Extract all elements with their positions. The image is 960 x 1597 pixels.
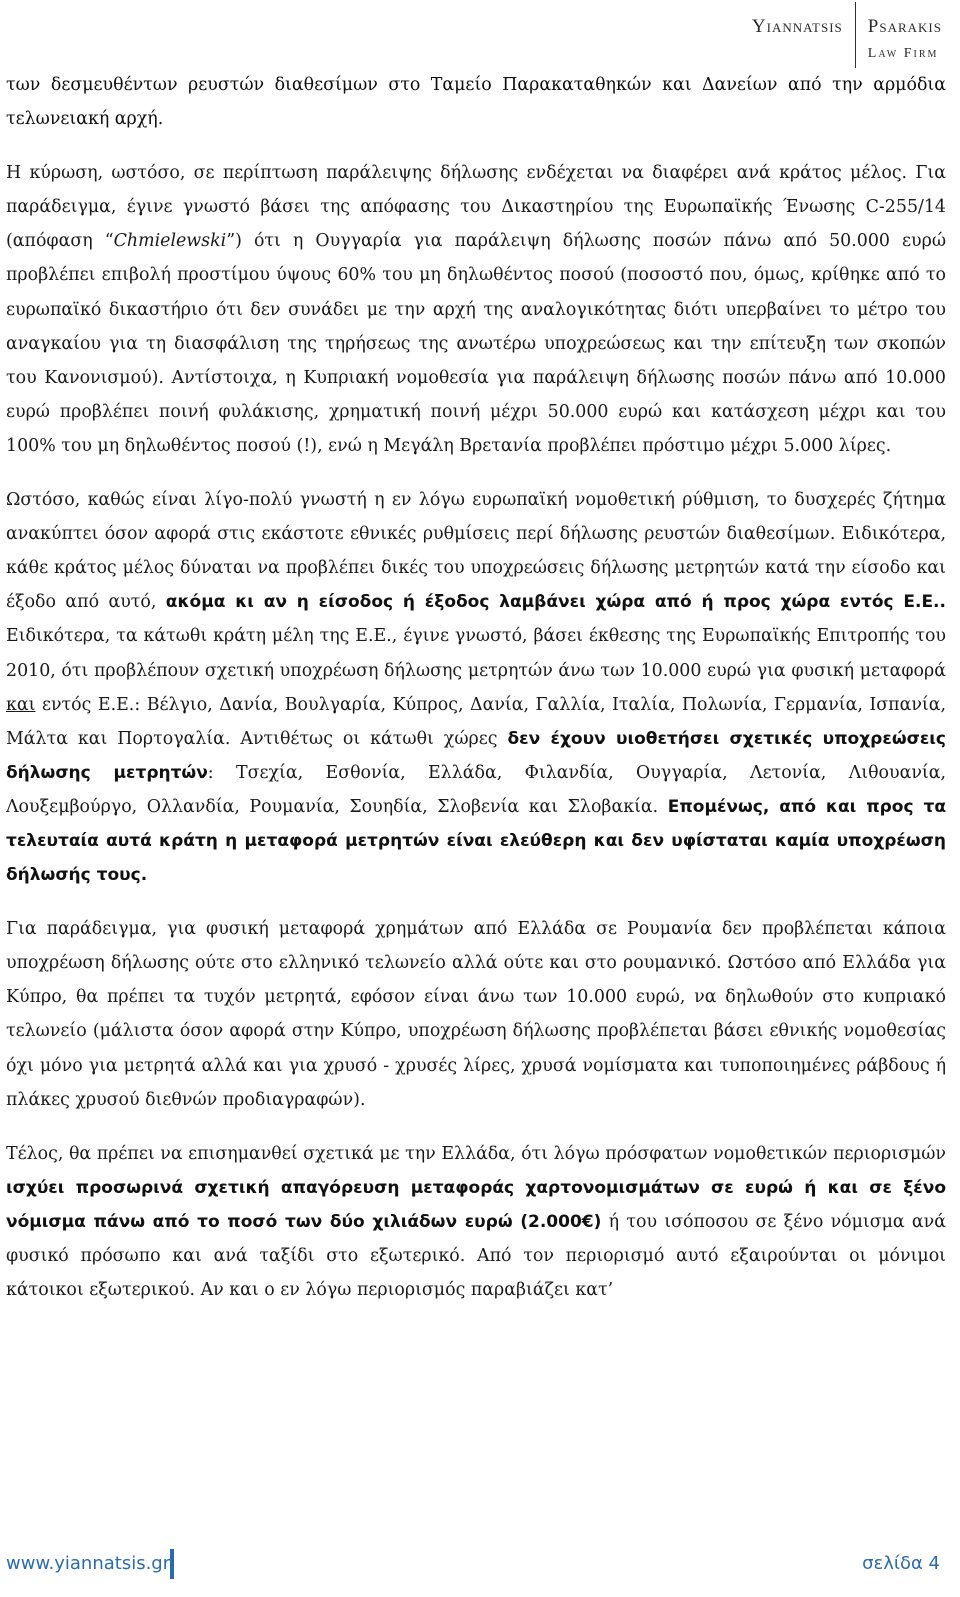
- paragraph-greece-restriction: [6, 1137, 946, 1307]
- footer-divider: [170, 1549, 174, 1579]
- page-footer: [0, 1545, 960, 1585]
- text-run: ή του ισόποσου σε ξένο νόμισμα ανά φυσικό πρόσωπο και ανά ταξίδι στο εξωτερικό. Από τον περιορισμό αυτό εξαιρούνται οι μόνιμοι κάτοικοι εξωτερικού. Αν και ο εν λόγω περιορισμός παραβιάζει κατ’: [6, 1211, 946, 1301]
- logo-name-left: Yiannatsis: [751, 16, 843, 37]
- text-run: ”) ότι η Ουγγαρία για παράλειψη δήλωσης ποσών πάνω από 50.000 ευρώ προβλέπει επιβολή προστίμου ύψους 60% του μη δηλωθέντος ποσού (ποσοστό που, όμως, κρίθηκε από το ευρωπαϊκό δικαστήριο ότι δεν συνάδει με την αρχή της αναλογικότητας διότι υπερβαίνει το μέτρο του αναγκαίου για τη διασφάλιση της τηρήσεως της ανωτέρω υποχρεώσεως και την επίτευξη των σκοπών του Κανονισμού). Αντίστοιχα, η Κυπριακή νομοθεσία για παράλειψη δήλωσης ποσών πάνω από 10.000 ευρώ προβλέπει ποινή φυλάκισης, χρηματική ποινή μέχρι 50.000 ευρώ και κατάσχεση μέχρι και του 100% του μη δηλωθέντος ποσού (!), ενώ η Μεγάλη Βρετανία προβλέπει πρόστιμο μέχρι 5.000 λίρες.: [6, 231, 947, 456]
- logo-name-right: Psarakis: [867, 16, 942, 37]
- document-body: [6, 68, 946, 1327]
- emphasis-text: δεν έχουν υιοθετήσει σχετικές υποχρεώσεις δήλωσης μετρητών: [6, 728, 946, 783]
- emphasis-text: ισχύει προσωρινά σχετική απαγόρευση μεταφοράς χαρτονομισμάτων σε ευρώ ή και σε ξένο νόμισμα πάνω από το ποσό των δύο χιλιάδων ευρώ (2.000€): [6, 1177, 946, 1232]
- text-run: Ωστόσο, καθώς είναι λίγο-πολύ γνωστή η εν λόγω ευρωπαϊκή νομοθετική ρύθμιση, το δυσχερές ζήτημα ανακύπτει όσον αφορά στις εκάστοτε εθνικές ρυθμίσεις περί δήλωσης ρευστών διαθεσίμων. Ειδικότερα, κάθε κράτος μέλος δύναται να προβλέπει δικές του υποχρεώσεις δήλωσης μετρητών κατά την είσοδο και έξοδο από αυτό,: [6, 490, 946, 613]
- paragraph-continuation: των δεσμευθέντων ρευστών διαθεσίμων στο Ταμείο Παρακαταθηκών και Δανείων από την αρμόδια τελωνειακή αρχή.: [6, 75, 946, 130]
- emphasis-text: Επομένως, από και προς τα τελευταία αυτά κράτη η μεταφορά μετρητών είναι ελεύθερη και δεν υφίσταται καμία υποχρέωση δήλωσής τους.: [6, 796, 946, 886]
- page-number: σελίδα 4: [862, 1553, 940, 1574]
- paragraph-example: Για παράδειγμα, για φυσική μεταφορά χρημάτων από Ελλάδα σε Ρουμανία δεν προβλέπεται κάποια υποχρέωση δήλωσης ούτε στο ελληνικό τελωνείο αλλά ούτε και στο ρουμανικό. Ωστόσο από Ελλάδα για Κύπρο, θα πρέπει τα τυχόν μετρητά, εφόσον είναι άνω των 10.000 ευρώ, να δηλωθούν στο κυπριακό τελωνείο (μάλιστα όσον αφορά στην Κύπρο, υποχρέωση δήλωσης προβλέπεται βάσει εθνικής νομοθεσίας όχι μόνο για μετρητά αλλά και για χρυσό - χρυσές λίρες, χρυσά νομίσματα και τυποποιημένες ράβδους ή πλάκες χρυσού διεθνών προδιαγραφών).: [6, 919, 946, 1110]
- website-link[interactable]: www.yiannatsis.gr: [6, 1553, 171, 1574]
- underlined-text: και: [6, 694, 36, 715]
- text-run: Ειδικότερα, τα κάτωθι κράτη μέλη της Ε.Ε., έγινε γνωστό, βάσει έκθεσης της Ευρωπαϊκής Επιτροπής του 2010, ότι προβλέπουν σχετική υποχρέωση δήλωσης μετρητών άνω των 10.000 ευρώ για φυσική μεταφορά: [6, 626, 946, 681]
- text-run: : Τσεχία, Εσθονία, Ελλάδα, Φιλανδία, Ουγγαρία, Λετονία, Λιθουανία, Λουξεμβούργο, Ολλανδία, Ρουμανία, Σουηδία, Σλοβενία και Σλοβακία.: [6, 762, 946, 817]
- firm-logo: [752, 0, 942, 72]
- text-run: εντός Ε.Ε.: Βέλγιο, Δανία, Βουλγαρία, Κύπρος, Δανία, Γαλλία, Ιταλία, Πολωνία, Γερμανία, Ισπανία, Μάλτα και Πορτογαλία. Αντιθέτως οι κάτωθι χώρες: [6, 694, 946, 749]
- paragraph-national-rules: [6, 483, 946, 892]
- emphasis-text: ακόμα κι αν η είσοδος ή έξοδος λαμβάνει χώρα από ή προς χώρα εντός Ε.Ε..: [165, 592, 946, 613]
- logo-right-block: [856, 0, 942, 62]
- case-name: Chmielewski: [113, 231, 227, 252]
- text-run: Τέλος, θα πρέπει να επισημανθεί σχετικά με την Ελλάδα, ότι λόγω πρόσφατων νομοθετικών περιορισμών: [6, 1143, 946, 1164]
- logo-subtitle: Law Firm: [867, 46, 939, 61]
- paragraph-penalties: [6, 156, 946, 463]
- text-run: Η κύρωση, ωστόσο, σε περίπτωση παράλειψης δήλωσης ενδέχεται να διαφέρει ανά κράτος μέλος. Για παράδειγμα, έγινε γνωστό βάσει της απόφασης του Δικαστηρίου της Ευρωπαϊκής Ένωσης C-255/14 (απόφαση “: [6, 163, 946, 252]
